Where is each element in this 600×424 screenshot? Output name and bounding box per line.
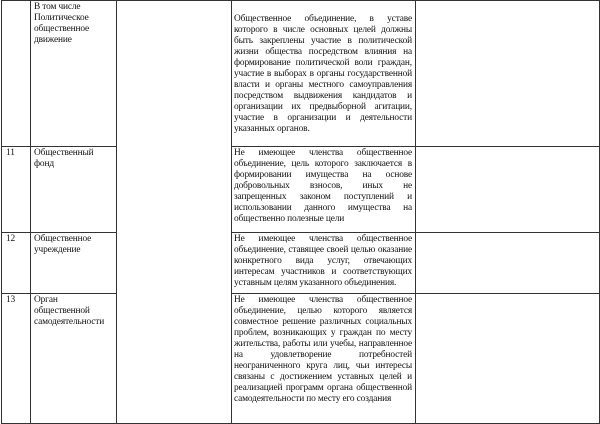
row-name-cell: Общественное учреждение: [31, 233, 117, 294]
definition-text: Не имеющее членства общественное объединение, ставящее своей целью оказание конкретного вида услуг, отвечающих интересам участников и соответствующих уставным целям указанного объединения.: [234, 234, 412, 288]
definition-text: Общественное объединение, в уставе которого в числе основных целей должны быть закреплены участие в политической жизни общества посредством влияния на формирование политической воли граждан, участие в выборах в органы государственной власти и органы местного самоуправления посредством выдвижения кандидатов и организации их предвыборной агитации, участие в организации и деятельности указанных органов.: [234, 14, 412, 134]
row-name-cell: В том числе Политическое общественное движение: [31, 1, 117, 147]
row-definition-cell: [232, 294, 416, 424]
table-row: [2, 1, 600, 147]
row-definition-cell: [232, 1, 416, 147]
definition-text: Не имеющее членства общественное объединение, цель которого заключается в формировании имущества на основе добровольных взносов, иных не запрещенных законом поступлений и использовании данного имущества на общественно полезные цели: [234, 148, 412, 224]
table-row: [2, 147, 600, 233]
row-name-cell: Орган общественной самодеятельности: [31, 294, 117, 424]
table-row: [2, 233, 600, 294]
empty-cell: [416, 147, 600, 233]
table-row: [2, 294, 600, 424]
row-definition-cell: [232, 233, 416, 294]
empty-cell: [416, 294, 600, 424]
classification-table: [1, 0, 600, 424]
empty-column-cell: [117, 1, 232, 424]
row-number-cell: 11: [2, 147, 31, 233]
row-definition-cell: [232, 147, 416, 233]
row-number-cell: 13: [2, 294, 31, 424]
empty-cell: [416, 233, 600, 294]
row-name-cell: Общественный фонд: [31, 147, 117, 233]
row-number-cell: [2, 1, 31, 147]
definition-text: Не имеющее членства общественное объединение, целью которого является совместное решение различных социальных проблем, возникающих у граждан по месту жительства, работы или учебы, направленное на удовлетворение потребностей неограниченного круга лиц, чьи интересы связаны с достижением уставных целей и реализацией программ органа общественной самодеятельности по месту его создания: [234, 295, 412, 404]
empty-cell: [416, 1, 600, 147]
row-number-cell: 12: [2, 233, 31, 294]
